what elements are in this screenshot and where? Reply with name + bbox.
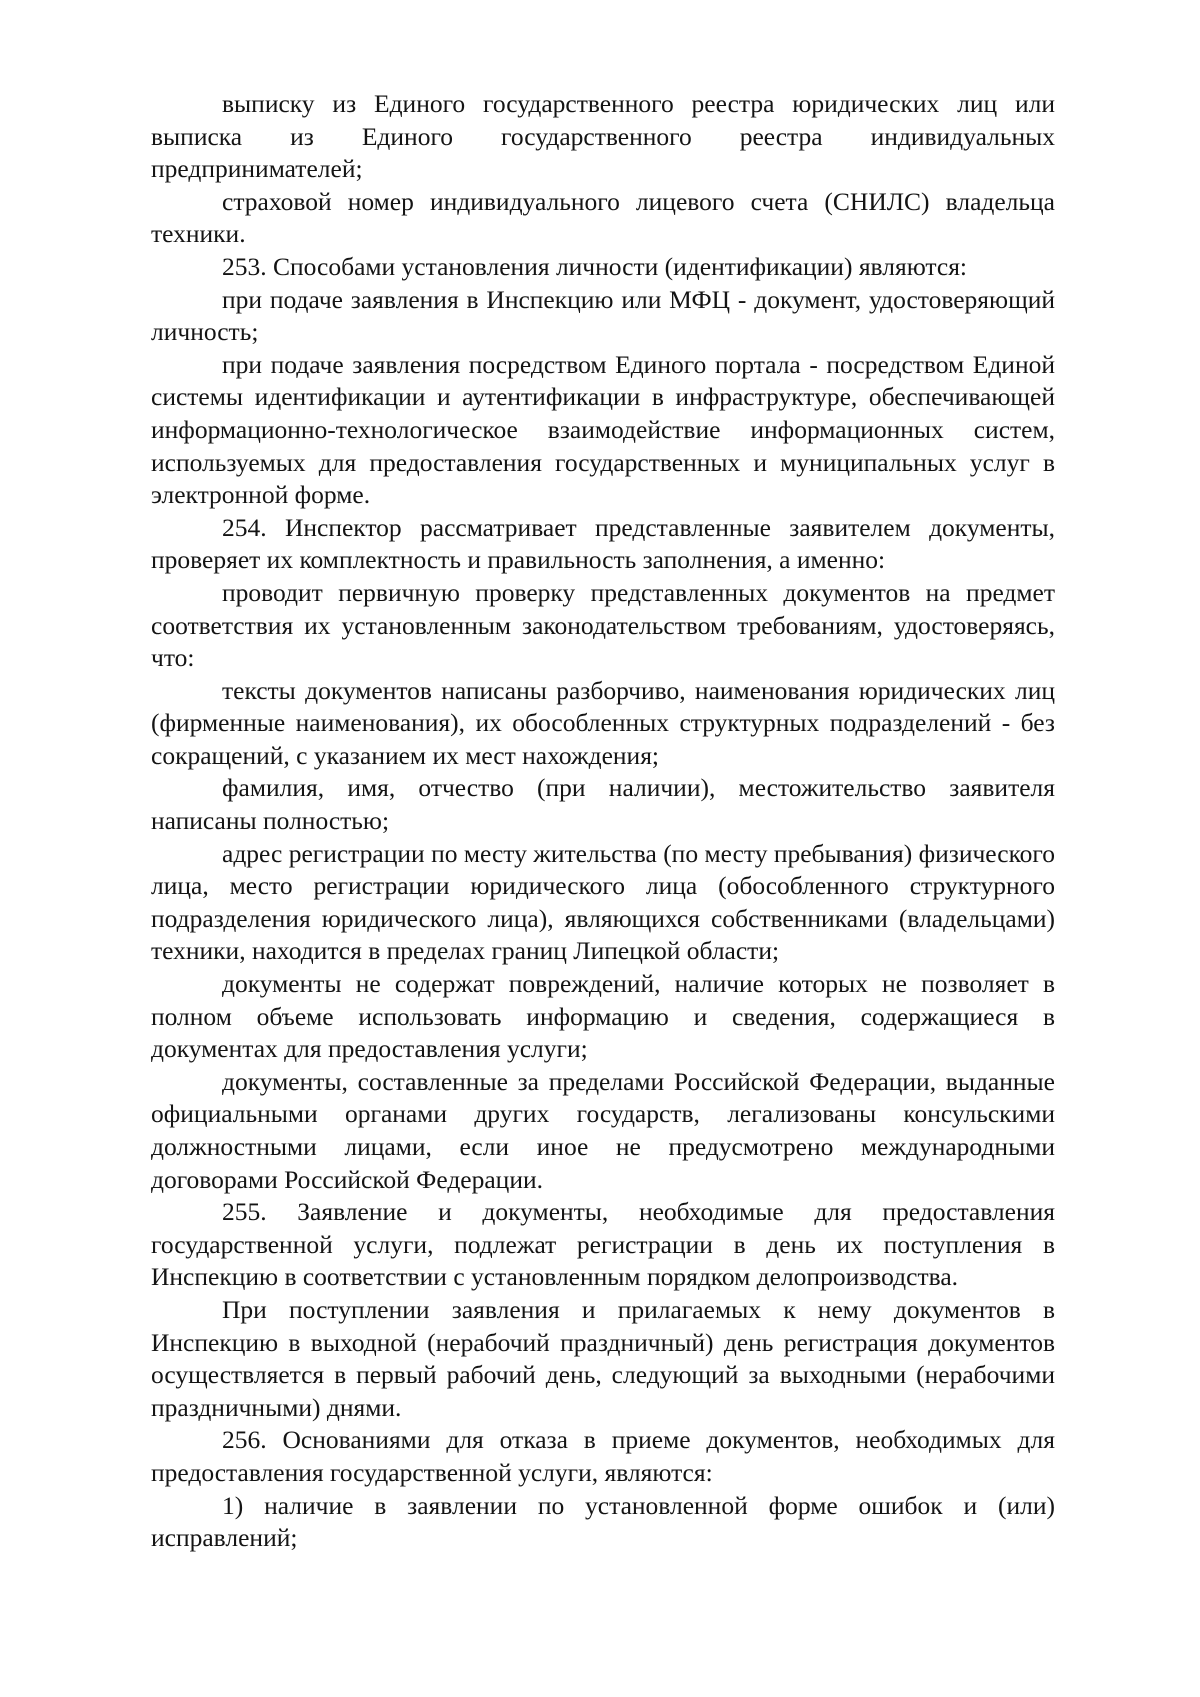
paragraph-253-identification: 253. Способами установления личности (идентификации) являются: xyxy=(222,251,968,281)
paragraph-full-name: фамилия, имя, отчество (при наличии), местожительство заявителя написаны полностью; xyxy=(151,773,1055,836)
paragraph-255-registration: 255. Заявление и документы, необходимые для предоставления государственной услуги, подлежат регистрации в день их поступления в Инспекцию в соответствии с установленным порядком делопроизводства. xyxy=(151,1197,1055,1292)
paragraph-foreign-documents: документы, составленные за пределами Российской Федерации, выданные официальными органами других государств, легализованы консульскими должностными лицами, если иное не предусмотрено международными договорами Российской Федерации. xyxy=(151,1066,1055,1194)
paragraph-legible-texts: тексты документов написаны разборчиво, наименования юридических лиц (фирменные наименования), их обособленных структурных подразделений - без сокращений, с указанием их мест нахождения; xyxy=(151,675,1055,770)
paragraph-egrul-extract: выписку из Единого государственного реестра юридических лиц или выписка из Единого государственного реестра индивидуальных предпринимателей; xyxy=(151,89,1055,184)
paragraph-primary-check: проводит первичную проверку представленных документов на предмет соответствия их установленным законодательством требованиям, удостоверяясь, что: xyxy=(151,577,1055,673)
paragraph-unified-portal: при подаче заявления посредством Единого портала - посредством Единой системы идентификации и аутентификации в инфраструктуре, обеспечивающей информационно-технологическое взаимодействие информационных систем, используемых для предоставления государственных и муниципальных услуг в электронной форме. xyxy=(151,349,1055,510)
document-page xyxy=(151,88,1055,1555)
paragraph-refusal-item-1: 1) наличие в заявлении по установленной форме ошибок и (или) исправлений; xyxy=(151,1490,1055,1553)
paragraph-registration-address: адрес регистрации по месту жительства (по месту пребывания) физического лица, место регистрации юридического лица (обособленного структурного подразделения юридического лица), являющихся собственниками (владельцами) техники, находится в пределах границ Липецкой области; xyxy=(151,838,1055,966)
paragraph-holiday-registration: При поступлении заявления и прилагаемых к нему документов в Инспекцию в выходной (нерабочий праздничный) день регистрация документов осуществляется в первый рабочий день, следующий за выходными (нерабочими праздничными) днями. xyxy=(151,1294,1055,1422)
paragraph-no-damage: документы не содержат повреждений, наличие которых не позволяет в полном объеме использовать информацию и сведения, содержащиеся в документах для предоставления услуги; xyxy=(151,969,1055,1064)
paragraph-inspection-mfc: при подаче заявления в Инспекцию или МФЦ - документ, удостоверяющий личность; xyxy=(151,284,1055,347)
paragraph-254-inspector-review: 254. Инспектор рассматривает представленные заявителем документы, проверяет их комплектность и правильность заполнения, а именно: xyxy=(151,512,1055,575)
paragraph-256-refusal-grounds: 256. Основаниями для отказа в приеме документов, необходимых для предоставления государственной услуги, являются: xyxy=(151,1425,1055,1487)
paragraph-snils: страховой номер индивидуального лицевого счета (СНИЛС) владельца техники. xyxy=(151,186,1055,249)
